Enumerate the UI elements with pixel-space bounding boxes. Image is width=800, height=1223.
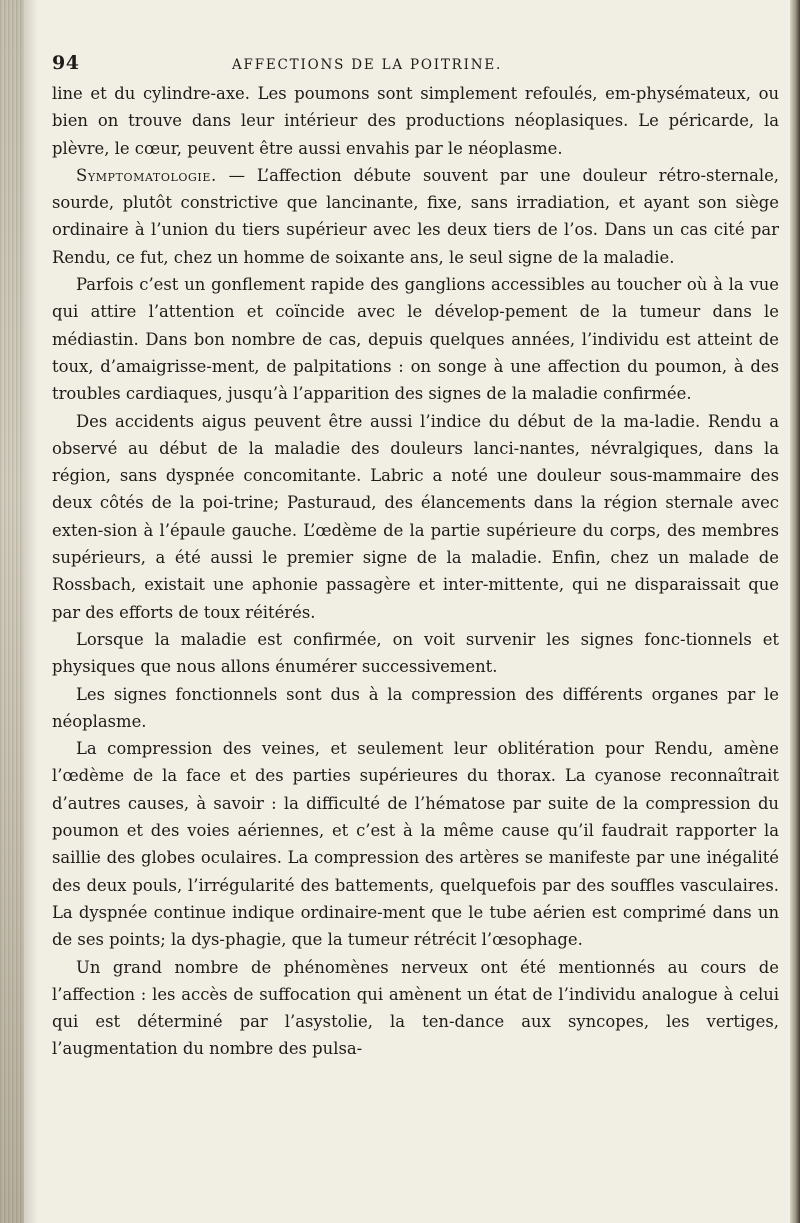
- paragraph: [52, 408, 779, 626]
- section-heading: Symptomatologie.: [76, 165, 217, 185]
- left-page-edge: [0, 0, 24, 1223]
- paragraph-text: Lorsque la maladie est confirmée, on voit survenir les signes fonc-tionnels et physiques que nous allons énumérer successivement.: [52, 629, 779, 677]
- gutter-shadow: [24, 0, 38, 1223]
- paragraph-text: line et du cylindre-axe. Les poumons sont simplement refoulés, em-physémateux, ou bien on trouve dans leur intérieur des productions néoplasiques. Le péricarde, la plèvre, le cœur, peuvent être aussi envahis par le néoplasme.: [52, 84, 779, 158]
- running-title: AFFECTIONS DE LA POITRINE.: [232, 57, 503, 73]
- paragraph: [52, 954, 779, 1063]
- paragraph: [52, 162, 779, 271]
- paragraph-text: Un grand nombre de phénomènes nerveux ont été mentionnés au cours de l’affection : les accès de suffocation qui amènent un état de l’individu analogue à celui qui est déterminé par l’asystolie, la ten-dance aux syncopes, les vertiges, l’augmentation du nombre des pulsa-: [52, 957, 779, 1059]
- paragraph-text: Les signes fonctionnels sont dus à la compression des différents organes par le néoplasme.: [52, 684, 779, 731]
- binding-shadow: [790, 0, 800, 1223]
- book-page: [52, 52, 779, 1063]
- paragraph: [52, 80, 779, 162]
- page-number: 94: [52, 52, 80, 74]
- paragraph-text: — L’affection débute souvent par une douleur rétro-sternale, sourde, plutôt constrictive que lancinante, fixe, sans irradiation, et ayant son siège ordinaire à l’union du tiers supérieur avec les deux tiers de l’os. Dans un cas cité par Rendu, ce fut, chez un homme de soixante ans, le seul signe de la maladie.: [52, 165, 779, 267]
- paragraph: [52, 735, 779, 953]
- running-head: [52, 52, 779, 78]
- paragraph: [52, 681, 779, 736]
- paragraph: [52, 626, 779, 681]
- paragraph-text: Des accidents aigus peuvent être aussi l’indice du début de la ma-ladie. Rendu a observé au début de la maladie des douleurs lanci-nantes, névralgiques, dans la région, sans dyspnée concomitante. Labric a noté une douleur sous-mammaire des deux côtés de la poi-trine; Pasturaud, des élancements dans la région sternale avec exten-sion à l’épaule gauche. L’œdème de la partie supérieure du corps, des membres supérieurs, a été aussi le premier signe de la maladie. Enfin, chez un malade de Rossbach, existait une aphonie passagère et inter-mittente, qui ne disparaissait que par des efforts de toux réitérés.: [52, 411, 779, 622]
- body-text: [52, 80, 779, 1063]
- paragraph: [52, 271, 779, 407]
- paragraph-text: La compression des veines, et seulement leur oblitération pour Rendu, amène l’œdème de la face et des parties supérieures du thorax. La cyanose reconnaîtrait d’autres causes, à savoir : la difficulté de l’hématose par suite de la compression du poumon et des voies aériennes, et c’est à la même cause qu’il faudrait rapporter la saillie des globes oculaires. La compression des artères se manifeste par une inégalité des deux pouls, l’irrégularité des battements, quelquefois par des souffles vasculaires. La dyspnée continue indique ordinaire-ment que le tube aérien est comprimé dans un de ses points; la dys-phagie, que la tumeur rétrécit l’œsophage.: [52, 739, 779, 950]
- paragraph-text: Parfois c’est un gonflement rapide des ganglions accessibles au toucher où à la vue qui attire l’attention et coïncide avec le dévelop-pement de la tumeur dans le médiastin. Dans bon nombre de cas, depuis quelques années, l’individu est atteint de toux, d’amaigrisse-ment, de palpitations : on songe à une affection du poumon, à des troubles cardiaques, jusqu’à l’apparition des signes de la maladie confirmée.: [52, 275, 779, 404]
